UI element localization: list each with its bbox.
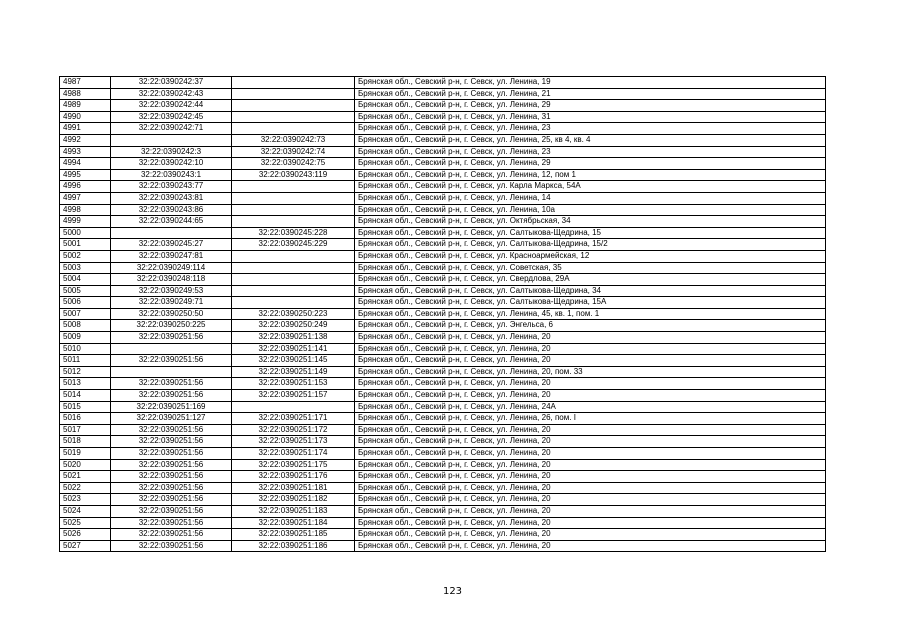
address-cell: Брянская обл., Севский р-н, г. Севск, ул. Салтыкова-Щедрина, 34: [355, 285, 826, 297]
table-row: [60, 332, 826, 344]
object-cadastral-number-cell: [232, 111, 355, 123]
address-cell: Брянская обл., Севский р-н, г. Севск, ул. Ленина, 24А: [355, 401, 826, 413]
object-cadastral-number-cell: [232, 204, 355, 216]
table-row: [60, 459, 826, 471]
row-number-cell: 5010: [60, 343, 111, 355]
address-cell: Брянская обл., Севский р-н, г. Севск, ул. Салтыкова-Щедрина, 15: [355, 227, 826, 239]
object-cadastral-number-cell: [232, 88, 355, 100]
row-number-cell: 5001: [60, 239, 111, 251]
cadastral-number-cell: 32:22:0390249:53: [111, 285, 232, 297]
row-number-cell: 5013: [60, 378, 111, 390]
address-cell: Брянская обл., Севский р-н, г. Севск, ул. Ленина, 20: [355, 540, 826, 552]
table-row: [60, 77, 826, 89]
address-cell: Брянская обл., Севский р-н, г. Севск, ул. Красноармейская, 12: [355, 250, 826, 262]
object-cadastral-number-cell: [232, 77, 355, 89]
object-cadastral-number-cell: 32:22:0390251:174: [232, 448, 355, 460]
object-cadastral-number-cell: 32:22:0390242:74: [232, 146, 355, 158]
cadastral-number-cell: 32:22:0390251:56: [111, 378, 232, 390]
address-cell: Брянская обл., Севский р-н, г. Севск, ул. Советская, 35: [355, 262, 826, 274]
table-row: [60, 413, 826, 425]
row-number-cell: 4989: [60, 100, 111, 112]
address-cell: Брянская обл., Севский р-н, г. Севск, ул. Ленина, 25, кв 4, кв. 4: [355, 134, 826, 146]
row-number-cell: 5018: [60, 436, 111, 448]
address-cell: Брянская обл., Севский р-н, г. Севск, ул. Ленина, 20: [355, 448, 826, 460]
row-number-cell: 5005: [60, 285, 111, 297]
object-cadastral-number-cell: [232, 123, 355, 135]
row-number-cell: 4995: [60, 169, 111, 181]
row-number-cell: 5017: [60, 424, 111, 436]
cadastral-number-cell: 32:22:0390251:56: [111, 332, 232, 344]
address-cell: Брянская обл., Севский р-н, г. Севск, ул. Ленина, 23: [355, 123, 826, 135]
table-row: [60, 146, 826, 158]
table-row: [60, 436, 826, 448]
row-number-cell: 5027: [60, 540, 111, 552]
cadastral-number-cell: 32:22:0390245:27: [111, 239, 232, 251]
object-cadastral-number-cell: 32:22:0390245:229: [232, 239, 355, 251]
address-cell: Брянская обл., Севский р-н, г. Севск, ул. Ленина, 20: [355, 471, 826, 483]
row-number-cell: 5004: [60, 274, 111, 286]
table-row: [60, 378, 826, 390]
object-cadastral-number-cell: [232, 285, 355, 297]
cadastral-number-cell: 32:22:0390250:225: [111, 320, 232, 332]
cadastral-number-cell: 32:22:0390251:169: [111, 401, 232, 413]
table-row: [60, 123, 826, 135]
row-number-cell: 5002: [60, 250, 111, 262]
address-cell: Брянская обл., Севский р-н, г. Севск, ул. Ленина, 26, пом. I: [355, 413, 826, 425]
row-number-cell: 4993: [60, 146, 111, 158]
row-number-cell: 4992: [60, 134, 111, 146]
table-row: [60, 285, 826, 297]
object-cadastral-number-cell: 32:22:0390250:249: [232, 320, 355, 332]
row-number-cell: 5014: [60, 390, 111, 402]
row-number-cell: 5008: [60, 320, 111, 332]
object-cadastral-number-cell: 32:22:0390243:119: [232, 169, 355, 181]
cadastral-number-cell: [111, 134, 232, 146]
object-cadastral-number-cell: 32:22:0390251:173: [232, 436, 355, 448]
row-number-cell: 5016: [60, 413, 111, 425]
table-row: [60, 424, 826, 436]
address-cell: Брянская обл., Севский р-н, г. Севск, ул. Ленина, 20: [355, 517, 826, 529]
table-row: [60, 343, 826, 355]
address-cell: Брянская обл., Севский р-н, г. Севск, ул. Энгельса, 6: [355, 320, 826, 332]
cadastral-number-cell: 32:22:0390251:56: [111, 390, 232, 402]
object-cadastral-number-cell: [232, 401, 355, 413]
object-cadastral-number-cell: [232, 250, 355, 262]
row-number-cell: 4988: [60, 88, 111, 100]
table-row: [60, 482, 826, 494]
table-row: [60, 134, 826, 146]
address-cell: Брянская обл., Севский р-н, г. Севск, ул. Ленина, 10а: [355, 204, 826, 216]
row-number-cell: 5011: [60, 355, 111, 367]
address-cell: Брянская обл., Севский р-н, г. Севск, ул. Ленина, 20: [355, 494, 826, 506]
cadastral-number-cell: 32:22:0390251:56: [111, 355, 232, 367]
object-cadastral-number-cell: [232, 216, 355, 228]
cadastral-number-cell: 32:22:0390251:56: [111, 424, 232, 436]
table-row: [60, 505, 826, 517]
row-number-cell: 5006: [60, 297, 111, 309]
row-number-cell: 5009: [60, 332, 111, 344]
row-number-cell: 5026: [60, 529, 111, 541]
row-number-cell: 5024: [60, 505, 111, 517]
registry-table: [59, 76, 826, 552]
page-number: 123: [442, 586, 463, 597]
table-row: [60, 366, 826, 378]
cadastral-number-cell: 32:22:0390251:56: [111, 540, 232, 552]
object-cadastral-number-cell: [232, 192, 355, 204]
row-number-cell: 5021: [60, 471, 111, 483]
table-row: [60, 308, 826, 320]
address-cell: Брянская обл., Севский р-н, г. Севск, ул. Ленина, 21: [355, 88, 826, 100]
table-row: [60, 216, 826, 228]
table-row: [60, 517, 826, 529]
table-row: [60, 355, 826, 367]
cadastral-number-cell: [111, 343, 232, 355]
table-row: [60, 181, 826, 193]
object-cadastral-number-cell: 32:22:0390251:138: [232, 332, 355, 344]
object-cadastral-number-cell: 32:22:0390251:183: [232, 505, 355, 517]
row-number-cell: 4997: [60, 192, 111, 204]
cadastral-number-cell: 32:22:0390251:56: [111, 505, 232, 517]
address-cell: Брянская обл., Севский р-н, г. Севск, ул. Ленина, 19: [355, 77, 826, 89]
cadastral-number-cell: 32:22:0390242:43: [111, 88, 232, 100]
row-number-cell: 5020: [60, 459, 111, 471]
row-number-cell: 5012: [60, 366, 111, 378]
table-row: [60, 192, 826, 204]
cadastral-number-cell: 32:22:0390243:1: [111, 169, 232, 181]
table-row: [60, 274, 826, 286]
address-cell: Брянская обл., Севский р-н, г. Севск, ул. Ленина, 23: [355, 146, 826, 158]
cadastral-number-cell: 32:22:0390243:81: [111, 192, 232, 204]
cadastral-number-cell: 32:22:0390251:56: [111, 448, 232, 460]
table-row: [60, 239, 826, 251]
object-cadastral-number-cell: 32:22:0390251:176: [232, 471, 355, 483]
object-cadastral-number-cell: [232, 100, 355, 112]
table-row: [60, 401, 826, 413]
address-cell: Брянская обл., Севский р-н, г. Севск, ул. Ленина, 20: [355, 482, 826, 494]
table-row: [60, 262, 826, 274]
object-cadastral-number-cell: [232, 274, 355, 286]
cadastral-number-cell: 32:22:0390249:71: [111, 297, 232, 309]
address-cell: Брянская обл., Севский р-н, г. Севск, ул. Ленина, 29: [355, 100, 826, 112]
address-cell: Брянская обл., Севский р-н, г. Севск, ул. Ленина, 31: [355, 111, 826, 123]
object-cadastral-number-cell: 32:22:0390245:228: [232, 227, 355, 239]
address-cell: Брянская обл., Севский р-н, г. Севск, ул. Ленина, 20: [355, 378, 826, 390]
object-cadastral-number-cell: 32:22:0390251:153: [232, 378, 355, 390]
row-number-cell: 5019: [60, 448, 111, 460]
table-row: [60, 471, 826, 483]
row-number-cell: 5003: [60, 262, 111, 274]
row-number-cell: 4996: [60, 181, 111, 193]
object-cadastral-number-cell: 32:22:0390251:185: [232, 529, 355, 541]
object-cadastral-number-cell: 32:22:0390242:73: [232, 134, 355, 146]
cadastral-number-cell: 32:22:0390251:56: [111, 517, 232, 529]
row-number-cell: 4990: [60, 111, 111, 123]
object-cadastral-number-cell: 32:22:0390251:145: [232, 355, 355, 367]
address-cell: Брянская обл., Севский р-н, г. Севск, ул. Октябрьская, 34: [355, 216, 826, 228]
cadastral-number-cell: 32:22:0390247:81: [111, 250, 232, 262]
address-cell: Брянская обл., Севский р-н, г. Севск, ул. Ленина, 45, кв. 1, пом. 1: [355, 308, 826, 320]
cadastral-number-cell: 32:22:0390251:56: [111, 494, 232, 506]
object-cadastral-number-cell: 32:22:0390251:181: [232, 482, 355, 494]
cadastral-number-cell: 32:22:0390242:10: [111, 158, 232, 170]
address-cell: Брянская обл., Севский р-н, г. Севск, ул. Ленина, 20: [355, 459, 826, 471]
cadastral-number-cell: 32:22:0390251:56: [111, 471, 232, 483]
address-cell: Брянская обл., Севский р-н, г. Севск, ул. Ленина, 20: [355, 390, 826, 402]
object-cadastral-number-cell: 32:22:0390251:186: [232, 540, 355, 552]
address-cell: Брянская обл., Севский р-н, г. Севск, ул. Ленина, 20: [355, 529, 826, 541]
object-cadastral-number-cell: 32:22:0390242:75: [232, 158, 355, 170]
object-cadastral-number-cell: 32:22:0390251:184: [232, 517, 355, 529]
cadastral-number-cell: 32:22:0390242:3: [111, 146, 232, 158]
row-number-cell: 4991: [60, 123, 111, 135]
cadastral-number-cell: 32:22:0390243:86: [111, 204, 232, 216]
table-row: [60, 111, 826, 123]
address-cell: Брянская обл., Севский р-н, г. Севск, ул. Ленина, 20: [355, 332, 826, 344]
table-row: [60, 529, 826, 541]
address-cell: Брянская обл., Севский р-н, г. Севск, ул. Ленина, 20: [355, 505, 826, 517]
cadastral-number-cell: 32:22:0390251:56: [111, 459, 232, 471]
cadastral-number-cell: 32:22:0390242:45: [111, 111, 232, 123]
registry-table-body: [60, 77, 826, 552]
object-cadastral-number-cell: 32:22:0390251:149: [232, 366, 355, 378]
table-row: [60, 169, 826, 181]
object-cadastral-number-cell: 32:22:0390251:171: [232, 413, 355, 425]
cadastral-number-cell: 32:22:0390251:56: [111, 436, 232, 448]
cadastral-number-cell: [111, 227, 232, 239]
table-row: [60, 540, 826, 552]
table-row: [60, 158, 826, 170]
row-number-cell: 5007: [60, 308, 111, 320]
row-number-cell: 5022: [60, 482, 111, 494]
cadastral-number-cell: 32:22:0390242:37: [111, 77, 232, 89]
address-cell: Брянская обл., Севский р-н, г. Севск, ул. Ленина, 20: [355, 436, 826, 448]
cadastral-number-cell: 32:22:0390243:77: [111, 181, 232, 193]
row-number-cell: 4999: [60, 216, 111, 228]
table-row: [60, 297, 826, 309]
cadastral-number-cell: 32:22:0390251:56: [111, 482, 232, 494]
table-row: [60, 100, 826, 112]
address-cell: Брянская обл., Севский р-н, г. Севск, ул. Ленина, 20: [355, 355, 826, 367]
address-cell: Брянская обл., Севский р-н, г. Севск, ул. Ленина, 20: [355, 343, 826, 355]
address-cell: Брянская обл., Севский р-н, г. Севск, ул. Салтыкова-Щедрина, 15/2: [355, 239, 826, 251]
address-cell: Брянская обл., Севский р-н, г. Севск, ул. Ленина, 14: [355, 192, 826, 204]
table-row: [60, 448, 826, 460]
object-cadastral-number-cell: [232, 181, 355, 193]
object-cadastral-number-cell: 32:22:0390251:157: [232, 390, 355, 402]
row-number-cell: 5015: [60, 401, 111, 413]
cadastral-number-cell: 32:22:0390242:71: [111, 123, 232, 135]
cadastral-number-cell: 32:22:0390250:50: [111, 308, 232, 320]
object-cadastral-number-cell: 32:22:0390250:223: [232, 308, 355, 320]
address-cell: Брянская обл., Севский р-н, г. Севск, ул. Свердлова, 29А: [355, 274, 826, 286]
object-cadastral-number-cell: 32:22:0390251:182: [232, 494, 355, 506]
cadastral-number-cell: 32:22:0390242:44: [111, 100, 232, 112]
address-cell: Брянская обл., Севский р-н, г. Севск, ул. Ленина, 12, пом 1: [355, 169, 826, 181]
cadastral-number-cell: [111, 366, 232, 378]
table-row: [60, 320, 826, 332]
cadastral-number-cell: 32:22:0390244:65: [111, 216, 232, 228]
address-cell: Брянская обл., Севский р-н, г. Севск, ул. Ленина, 20: [355, 424, 826, 436]
cadastral-number-cell: 32:22:0390249:114: [111, 262, 232, 274]
object-cadastral-number-cell: [232, 297, 355, 309]
row-number-cell: 5000: [60, 227, 111, 239]
row-number-cell: 4987: [60, 77, 111, 89]
object-cadastral-number-cell: 32:22:0390251:172: [232, 424, 355, 436]
table-row: [60, 88, 826, 100]
row-number-cell: 5023: [60, 494, 111, 506]
address-cell: Брянская обл., Севский р-н, г. Севск, ул. Ленина, 20, пом. 33: [355, 366, 826, 378]
address-cell: Брянская обл., Севский р-н, г. Севск, ул. Ленина, 29: [355, 158, 826, 170]
table-row: [60, 250, 826, 262]
object-cadastral-number-cell: [232, 262, 355, 274]
address-cell: Брянская обл., Севский р-н, г. Севск, ул. Салтыкова-Щедрина, 15А: [355, 297, 826, 309]
cadastral-number-cell: 32:22:0390251:56: [111, 529, 232, 541]
table-row: [60, 390, 826, 402]
row-number-cell: 5025: [60, 517, 111, 529]
address-cell: Брянская обл., Севский р-н, г. Севск, ул. Карла Маркса, 54А: [355, 181, 826, 193]
table-row: [60, 494, 826, 506]
cadastral-number-cell: 32:22:0390248:118: [111, 274, 232, 286]
cadastral-number-cell: 32:22:0390251:127: [111, 413, 232, 425]
table-row: [60, 227, 826, 239]
table-row: [60, 204, 826, 216]
row-number-cell: 4998: [60, 204, 111, 216]
row-number-cell: 4994: [60, 158, 111, 170]
object-cadastral-number-cell: 32:22:0390251:141: [232, 343, 355, 355]
object-cadastral-number-cell: 32:22:0390251:175: [232, 459, 355, 471]
